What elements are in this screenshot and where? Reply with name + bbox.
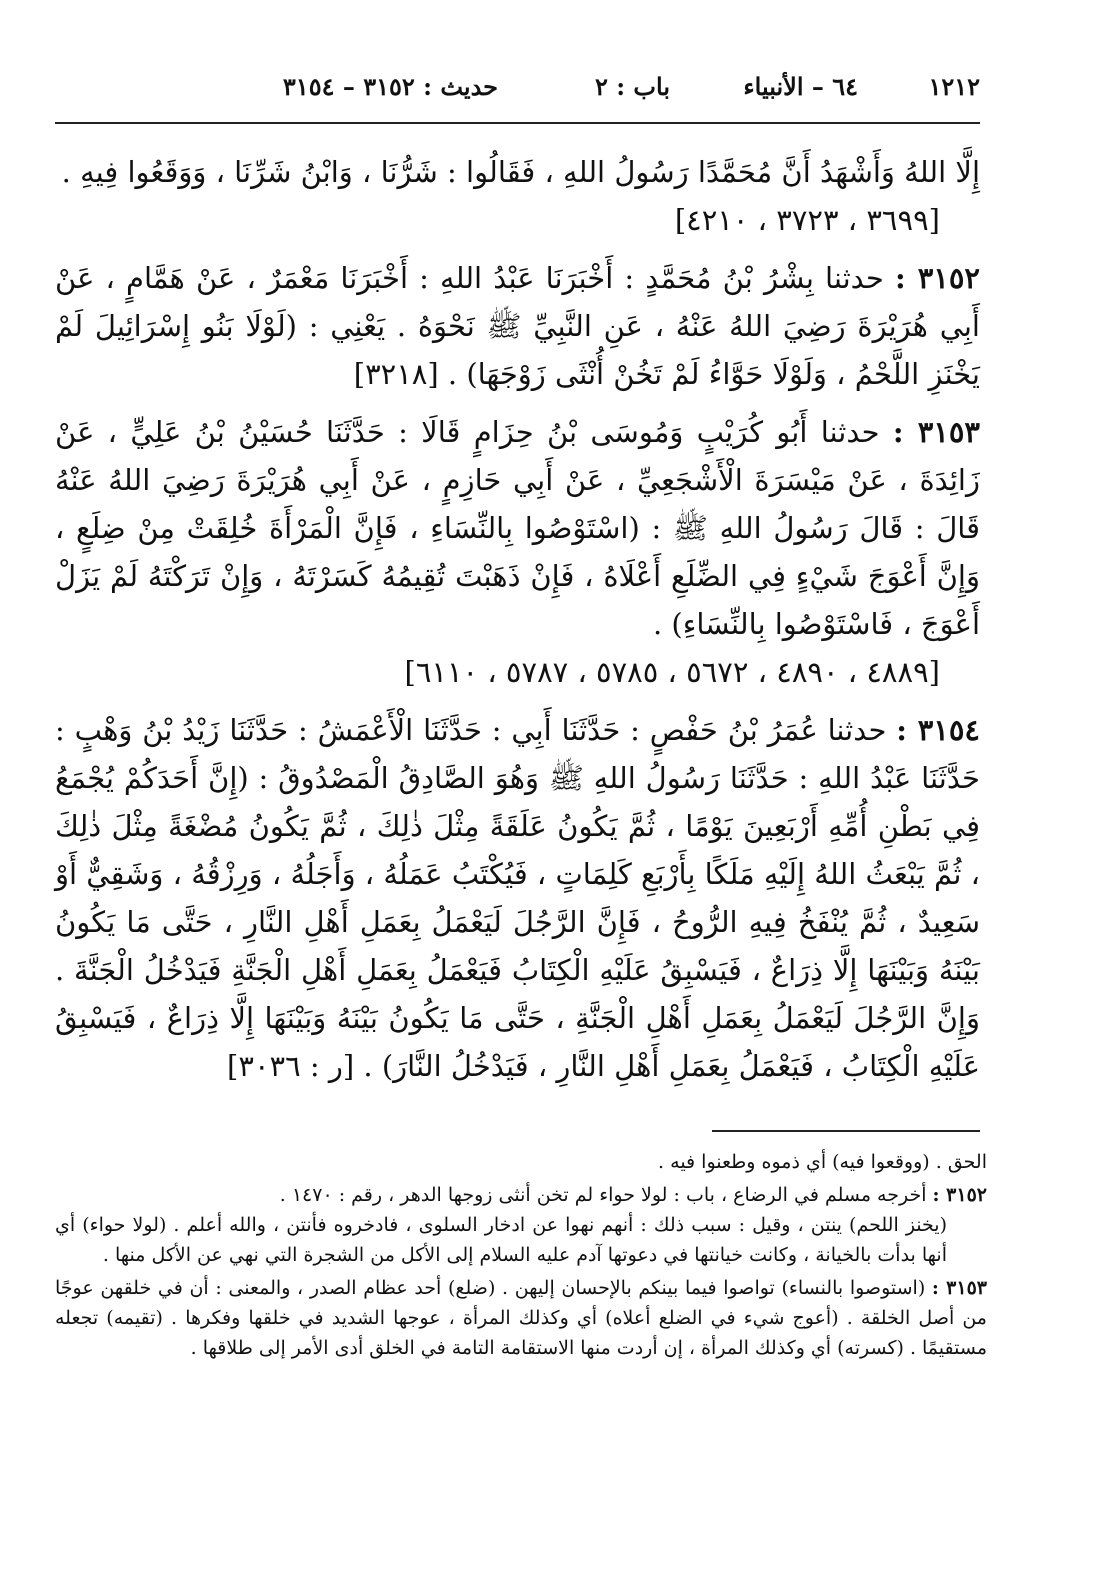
running-header xyxy=(180,72,980,108)
footnotes xyxy=(55,1147,987,1363)
hadith-range: حديث : ٣١٥٢ – ٣١٥٤ xyxy=(282,72,498,101)
header-divider xyxy=(55,122,980,124)
hadith-number: ٣١٥٣ : xyxy=(892,415,980,449)
hadith-text: حدثنا عُمَرُ بْنُ حَفْصٍ : حَدَّثَنَا أَبِي : حَدَّثَنَا الْأَعْمَشُ : حَدَّثَنَا زَيْدُ بْنُ وَهْبٍ : حَدَّثَنَا عَبْدُ اللهِ : حَدَّثَنَا رَسُولُ اللهِ ﷺ وَهُوَ الصَّادِقُ الْمَصْدُوقُ : (إِنَّ أَحَدَكُمْ يُجْمَعُ فِي بَطْنِ أُمِّهِ أَرْبَعِينَ يَوْمًا ، ثُمَّ يَكُونُ عَلَقَةً مِثْلَ ذٰلِكَ ، ثُمَّ يَكُونُ مُضْغَةً مِثْلَ ذٰلِكَ ، ثُمَّ يَبْعَثُ اللهُ إِلَيْهِ مَلَكًا بِأَرْبَعِ كَلِمَاتٍ ، فَيُكْتَبُ عَمَلُهُ ، وَأَجَلُهُ ، وَرِزْقُهُ ، وَشَقِيٌّ أَوْ سَعِيدٌ ، ثُمَّ يُنْفَخُ فِيهِ الرُّوحُ ، فَإِنَّ الرَّجُلَ لَيَعْمَلُ بِعَمَلِ أَهْلِ النَّارِ ، حَتَّى مَا يَكُونُ بَيْنَهُ وَبَيْنَهَا إِلَّا ذِرَاعٌ ، فَيَسْبِقُ عَلَيْهِ الْكِتَابُ فَيَعْمَلُ بِعَمَلِ أَهْلِ الْجَنَّةِ فَيَدْخُلُ الْجَنَّةَ . وَإِنَّ الرَّجُلَ لَيَعْمَلُ بِعَمَلِ أَهْلِ الْجَنَّةِ ، حَتَّى مَا يَكُونُ بَيْنَهُ وَبَيْنَهَا إِلَّا ذِرَاعٌ ، فَيَسْبِقُ عَلَيْهِ الْكِتَابُ ، فَيَعْمَلُ بِعَمَلِ أَهْلِ النَّارِ ، فَيَدْخُلُ النَّارَ) . [ر : ٣٠٣٦] xyxy=(55,713,980,1083)
main-text xyxy=(55,148,980,1090)
hadith-3154 xyxy=(55,706,980,1090)
footnote-3153 xyxy=(55,1273,987,1363)
hadith-number: ٣١٥٢ : xyxy=(894,261,980,295)
footnote-divider xyxy=(712,1130,980,1132)
hadith-number: ٣١٥٤ : xyxy=(896,713,980,747)
hadith-3152 xyxy=(55,254,980,398)
page-number: ١٢١٢ xyxy=(928,72,980,101)
footnote-intro: الحق . (ووقعوا فيه) أي ذموه وطعنوا فيه . xyxy=(658,1151,987,1173)
footnote-3152 xyxy=(55,1180,987,1210)
footnote-3152-explanation: (يخنز اللحم) ينتن ، وقيل : سبب ذلك : أنهم نهوا عن ادخار السلوى ، فادخروه فأنتن ، والله أعلم . (لولا حواء) أي أنها بدأت بالخيانة ، وكانت خيانتها في دعوتها آدم عليه السلام إلى الأكل من الشجرة التي نهي عن الأكل منها . xyxy=(55,1214,947,1266)
hadith-text: حدثنا أَبُو كُرَيْبٍ وَمُوسَى بْنُ حِزَامٍ قَالَا : حَدَّثَنَا حُسَيْنُ بْنُ عَلِيٍّ ، عَنْ زَائِدَةَ ، عَنْ مَيْسَرَةَ الْأَشْجَعِيِّ ، عَنْ أَبِي حَازِمٍ ، عَنْ أَبِي هُرَيْرَةَ رَضِيَ اللهُ عَنْهُ قَالَ : قَالَ رَسُولُ اللهِ ﷺ : (اسْتَوْصُوا بِالنِّسَاءِ ، فَإِنَّ الْمَرْأَةَ خُلِقَتْ مِنْ ضِلَعٍ ، وَإِنَّ أَعْوَجَ شَيْءٍ فِي الضِّلَعِ أَعْلَاهُ ، فَإِنْ ذَهَبْتَ تُقِيمُهُ كَسَرْتَهُ ، وَإِنْ تَرَكْتَهُ لَمْ يَزَلْ أَعْوَجَ ، فَاسْتَوْصُوا بِالنِّسَاءِ) . xyxy=(55,415,980,641)
continuation-paragraph: إِلَّا اللهُ وَأَشْهَدُ أَنَّ مُحَمَّدًا رَسُولُ اللهِ ، فَقَالُوا : شَرُّنَا ، وَابْنُ شَرِّنَا ، وَوَقَعُوا فِيهِ . xyxy=(61,155,980,189)
footnote-number: ٣١٥٢ : xyxy=(932,1184,987,1206)
hadith-text: حدثنا بِشْرُ بْنُ مُحَمَّدٍ : أَخْبَرَنَا عَبْدُ اللهِ : أَخْبَرَنَا مَعْمَرٌ ، عَنْ هَمَّامٍ ، عَنْ أَبِي هُرَيْرَةَ رَضِيَ اللهُ عَنْهُ ، عَنِ النَّبِيِّ ﷺ نَحْوَهُ . يَعْنِي : (لَوْلَا بَنُو إِسْرَائِيلَ لَمْ يَخْنَزِ اللَّحْمُ ، وَلَوْلَا حَوَّاءُ لَمْ تَخُنْ أُنْثَى زَوْجَهَا) . [٣٢١٨] xyxy=(55,261,980,391)
hadith-3153-references: [٤٨٨٩ ، ٤٨٩٠ ، ٥٦٧٢ ، ٥٧٨٥ ، ٥٧٨٧ ، ٦١١٠] xyxy=(404,655,940,689)
bab-label: باب : ٢ xyxy=(594,72,670,101)
hadith-3153 xyxy=(55,408,980,648)
footnote-text: أخرجه مسلم في الرضاع ، باب : لولا حواء لم تخن أنثى زوجها الدهر ، رقم : ١٤٧٠ . xyxy=(279,1184,927,1206)
chapter-title: ٦٤ – الأنبياء xyxy=(743,72,858,101)
continuation-references: [٣٦٩٩ ، ٣٧٢٣ ، ٤٢١٠] xyxy=(674,203,940,237)
footnote-text: (استوصوا بالنساء) تواصوا فيما بينكم بالإحسان إليهن . (ضلع) أحد عظام الصدر ، والمعنى : أن في خلقهن عوجًا من أصل الخلقة . (أعوج شيء في الضلع أعلاه) أي وكذلك المرأة ، عوجها الشديد في خلقها وفكرها . (تقيمه) تجعله مستقيمًا . (كسرته) أي وكذلك المرأة ، إن أردت منها الاستقامة التامة في الخلق أدى الأمر إلى طلاقها . xyxy=(55,1277,987,1359)
footnote-number: ٣١٥٣ : xyxy=(931,1277,987,1299)
